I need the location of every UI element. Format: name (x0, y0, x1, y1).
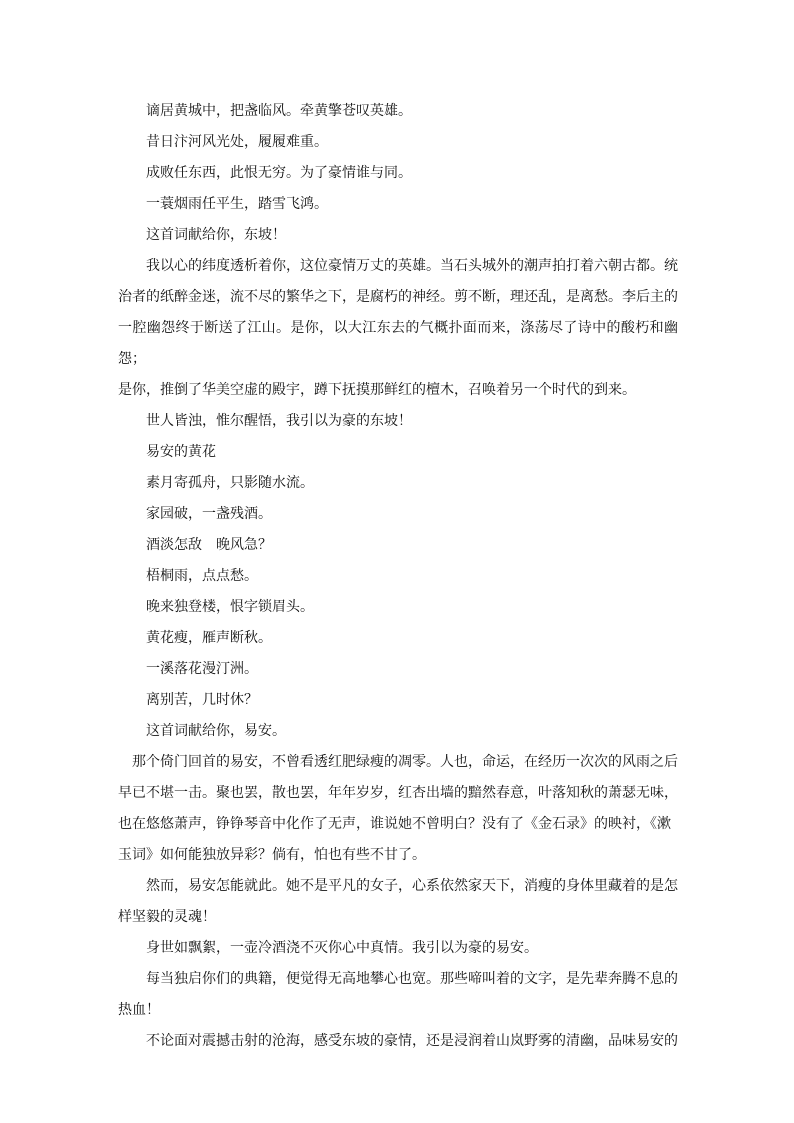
paragraph-line: 每当独启你们的典籍，便觉得无高地攀心也宽。那些啼叫着的文字，是先辈奔腾不息的 (146, 971, 678, 987)
poem-line: 黄花瘦，雁声断秋。 (146, 630, 272, 646)
poem-line: 一溪落花漫汀洲。 (146, 661, 258, 677)
paragraph-line: 世人皆浊，惟尔醒悟，我引以为豪的东坡！ (146, 413, 412, 429)
paragraph-line: 是你，推倒了华美空虚的殿宇，蹲下抚摸那鲜红的檀木，召唤着另一个时代的到来。 (118, 382, 636, 398)
paragraph-line: 那个倚门回首的易安，不曾看透红肥绿瘦的凋零。人也，命运，在经历一次次的风雨之后 (132, 754, 678, 770)
paragraph-line: 治者的纸醉金迷，流不尽的繁华之下，是腐朽的神经。剪不断，理还乱，是离愁。李后主的 (118, 289, 678, 305)
paragraph-line: 玉词》如何能独放异彩？倘有，怕也有些不甘了。 (118, 847, 426, 863)
poem-line: 离别苦，几时休？ (146, 692, 258, 708)
paragraph-line: 我以心的纬度透析着你，这位豪情万丈的英雄。当石头城外的潮声拍打着六朝古都。统 (146, 258, 678, 274)
dedication-yian: 这首词献给你，易安。 (146, 723, 286, 739)
section-heading: 易安的黄花 (146, 444, 216, 460)
paragraph-line: 样坚毅的灵魂！ (118, 909, 216, 925)
poem-line-4: 一蓑烟雨任平生，踏雪飞鸿。 (146, 196, 328, 212)
paragraph-line: 不论面对震撼击射的沧海，感受东坡的豪情，还是浸润着山岚野雾的清幽，品味易安的 (146, 1033, 678, 1049)
paragraph-line: 早已不堪一击。聚也罢，散也罢，年年岁岁，红杏出墙的黯然春意，叶落知秋的萧瑟无味， (118, 785, 678, 801)
poem-line: 素月寄孤舟，只影随水流。 (146, 475, 314, 491)
dedication-dongpo: 这首词献给你，东坡！ (146, 227, 286, 243)
paragraph-line: 一腔幽怨终于断送了江山。是你，以大江东去的气概扑面而来，涤荡尽了诗中的酸朽和幽怨； (118, 320, 678, 367)
poem-line: 家园破，一盏残酒。 (146, 506, 272, 522)
essay-body (118, 96, 678, 1057)
poem-line-3: 成败任东西，此恨无穷。为了豪情谁与同。 (146, 165, 412, 181)
poem-line: 晚来独登楼，恨字锁眉头。 (146, 599, 314, 615)
paragraph-line: 身世如飘絮，一壶冷酒浇不灭你心中真情。我引以为豪的易安。 (146, 940, 538, 956)
paragraph-line: 也在悠悠萧声，铮铮琴音中化作了无声，谁说她不曾明白？没有了《金石录》的映衬，《漱 (118, 816, 671, 832)
poem-line: 梧桐雨，点点愁。 (146, 568, 258, 584)
poem-line: 酒淡怎敌 晚风急？ (146, 537, 272, 553)
paragraph-line: 热血！ (118, 1002, 160, 1018)
paragraph-line: 然而，易安怎能就此。她不是平凡的女子，心系依然家天下，消瘦的身体里藏着的是怎 (146, 878, 678, 894)
poem-line-1: 谪居黄城中，把盏临风。牵黄擎苍叹英雄。 (146, 103, 412, 119)
poem-line-2: 昔日汴河风光处，履履难重。 (146, 134, 328, 150)
